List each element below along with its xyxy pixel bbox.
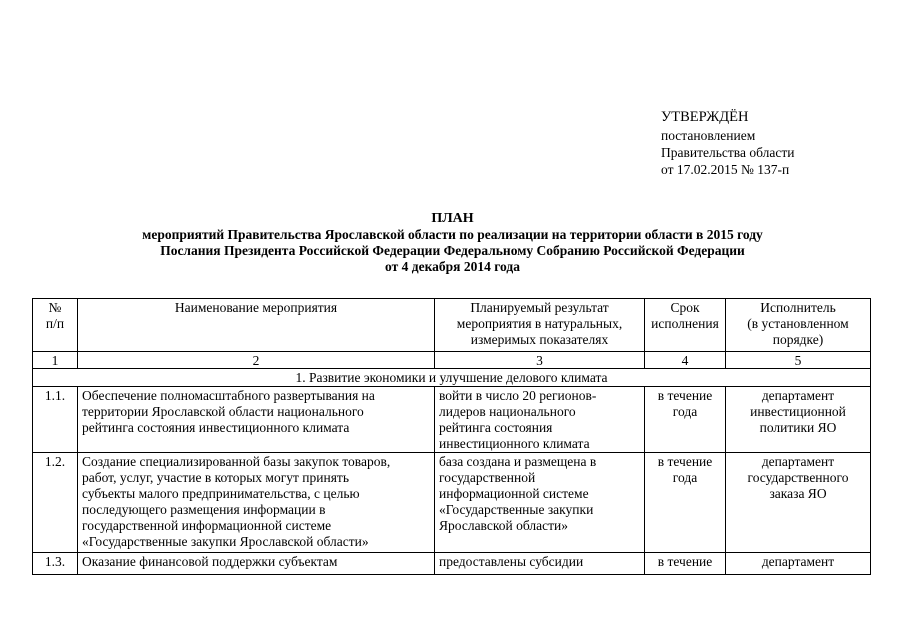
row-num: 1.3.: [33, 553, 78, 575]
column-numbers-row: [33, 352, 871, 369]
approved-label: УТВЕРЖДЁН: [661, 109, 749, 125]
header-result: Планируемый результат мероприятия в натуральных, измеримых показателях: [435, 299, 645, 352]
row-result: предоставлены субсидии: [435, 553, 645, 575]
column-number: 4: [645, 352, 726, 369]
table-row: [33, 553, 871, 575]
table-header-row: [33, 299, 871, 352]
row-result: войти в число 20 регионов- лидеров национального рейтинга состояния инвестиционного климата: [435, 387, 645, 453]
row-result: база создана и размещена в государственной информационной системе «Государственные закупки Ярославской области»: [435, 453, 645, 553]
row-executor: департамент инвестиционной политики ЯО: [726, 387, 871, 453]
row-name: Оказание финансовой поддержки субъектам: [78, 553, 435, 575]
header-term: Срок исполнения: [645, 299, 726, 352]
header-executor: Исполнитель (в установленном порядке): [726, 299, 871, 352]
row-term: в течение года: [645, 453, 726, 553]
plan-table: [32, 298, 871, 575]
column-number: 1: [33, 352, 78, 369]
document-title: [0, 210, 905, 275]
header-num: № п/п: [33, 299, 78, 352]
column-number: 2: [78, 352, 435, 369]
approval-line: Правительства области: [661, 145, 795, 160]
section-row: [33, 369, 871, 387]
row-num: 1.2.: [33, 453, 78, 553]
row-executor: департамент государственного заказа ЯО: [726, 453, 871, 553]
section-title: 1. Развитие экономики и улучшение делового климата: [33, 369, 871, 387]
title-plan: ПЛАН: [431, 211, 474, 226]
title-line: мероприятий Правительства Ярославской области по реализации на территории области в 2015 году: [142, 227, 763, 242]
row-executor: департамент: [726, 553, 871, 575]
header-name: Наименование мероприятия: [78, 299, 435, 352]
approval-stamp: [661, 108, 794, 178]
title-line: от 4 декабря 2014 года: [385, 259, 520, 274]
column-number: 5: [726, 352, 871, 369]
row-name: Создание специализированной базы закупок товаров, работ, услуг, участие в которых могут принять субъекты малого предпринимательства, с целью последующего размещения информации в государственной информационной системе «Государственные закупки Ярославской области»: [78, 453, 435, 553]
approval-line: постановлением: [661, 128, 756, 143]
column-number: 3: [435, 352, 645, 369]
row-term: в течение: [645, 553, 726, 575]
table-row: [33, 387, 871, 453]
table-row: [33, 453, 871, 553]
title-line: Послания Президента Российской Федерации Федеральному Собранию Российской Федерации: [160, 243, 745, 258]
row-name: Обеспечение полномасштабного развертывания на территории Ярославской области национального рейтинга состояния инвестиционного климата: [78, 387, 435, 453]
row-term: в течение года: [645, 387, 726, 453]
approval-line: от 17.02.2015 № 137-п: [661, 162, 790, 177]
row-num: 1.1.: [33, 387, 78, 453]
